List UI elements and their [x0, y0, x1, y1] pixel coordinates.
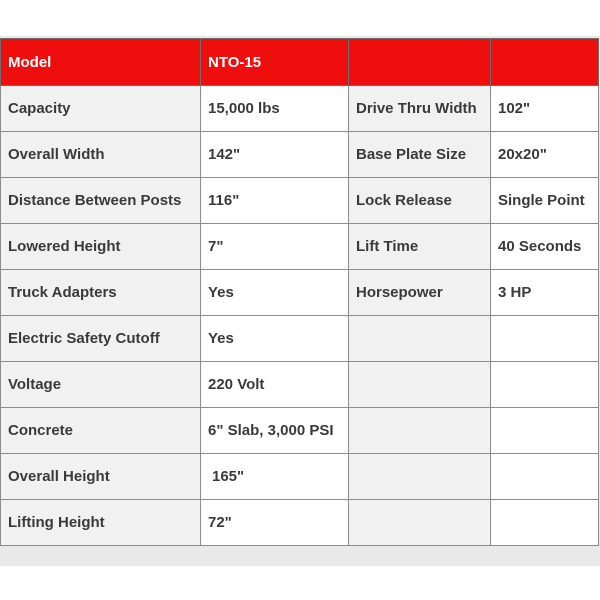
spec-value: Yes [201, 316, 349, 362]
spec-table [0, 38, 599, 546]
spec-value: 116" [201, 178, 349, 224]
table-row [1, 408, 599, 454]
spec-label: Lowered Height [1, 224, 201, 270]
spec-label: Electric Safety Cutoff [1, 316, 201, 362]
spec-label: Horsepower [349, 270, 491, 316]
spec-value: 20x20" [491, 132, 599, 178]
spec-value: 142" [201, 132, 349, 178]
spec-value: 220 Volt [201, 362, 349, 408]
spec-label: Overall Height [1, 454, 201, 500]
table-row [1, 132, 599, 178]
spec-label: Distance Between Posts [1, 178, 201, 224]
table-row [1, 270, 599, 316]
spec-label [349, 408, 491, 454]
spec-value: 72" [201, 500, 349, 546]
table-row [1, 500, 599, 546]
spec-label: Concrete [1, 408, 201, 454]
spec-label: Overall Width [1, 132, 201, 178]
spec-value [491, 408, 599, 454]
spec-label: Base Plate Size [349, 132, 491, 178]
spec-label: Voltage [1, 362, 201, 408]
spec-value: 165" [201, 454, 349, 500]
header-cell-empty [349, 39, 491, 86]
spec-label [349, 454, 491, 500]
spec-value: 15,000 lbs [201, 86, 349, 132]
spec-label [349, 362, 491, 408]
spec-label: Lift Time [349, 224, 491, 270]
spec-value: 7" [201, 224, 349, 270]
table-row [1, 362, 599, 408]
spec-value [491, 316, 599, 362]
spec-label: Capacity [1, 86, 201, 132]
table-row [1, 224, 599, 270]
spec-value: 102" [491, 86, 599, 132]
spec-value: 3 HP [491, 270, 599, 316]
spec-value [491, 500, 599, 546]
table-row [1, 178, 599, 224]
table-header-row [1, 39, 599, 86]
table-row [1, 316, 599, 362]
spec-label: Truck Adapters [1, 270, 201, 316]
spec-label: Drive Thru Width [349, 86, 491, 132]
spec-label [349, 500, 491, 546]
spec-value: 40 Seconds [491, 224, 599, 270]
table-row [1, 454, 599, 500]
table-row [1, 86, 599, 132]
spec-label: Lifting Height [1, 500, 201, 546]
header-model-value: NTO-15 [201, 39, 349, 86]
spec-value: Single Point [491, 178, 599, 224]
spec-label [349, 316, 491, 362]
header-cell-empty [491, 39, 599, 86]
spec-label: Lock Release [349, 178, 491, 224]
spec-value: Yes [201, 270, 349, 316]
spec-value: 6" Slab, 3,000 PSI [201, 408, 349, 454]
spec-value [491, 362, 599, 408]
header-model-label: Model [1, 39, 201, 86]
spec-value [491, 454, 599, 500]
